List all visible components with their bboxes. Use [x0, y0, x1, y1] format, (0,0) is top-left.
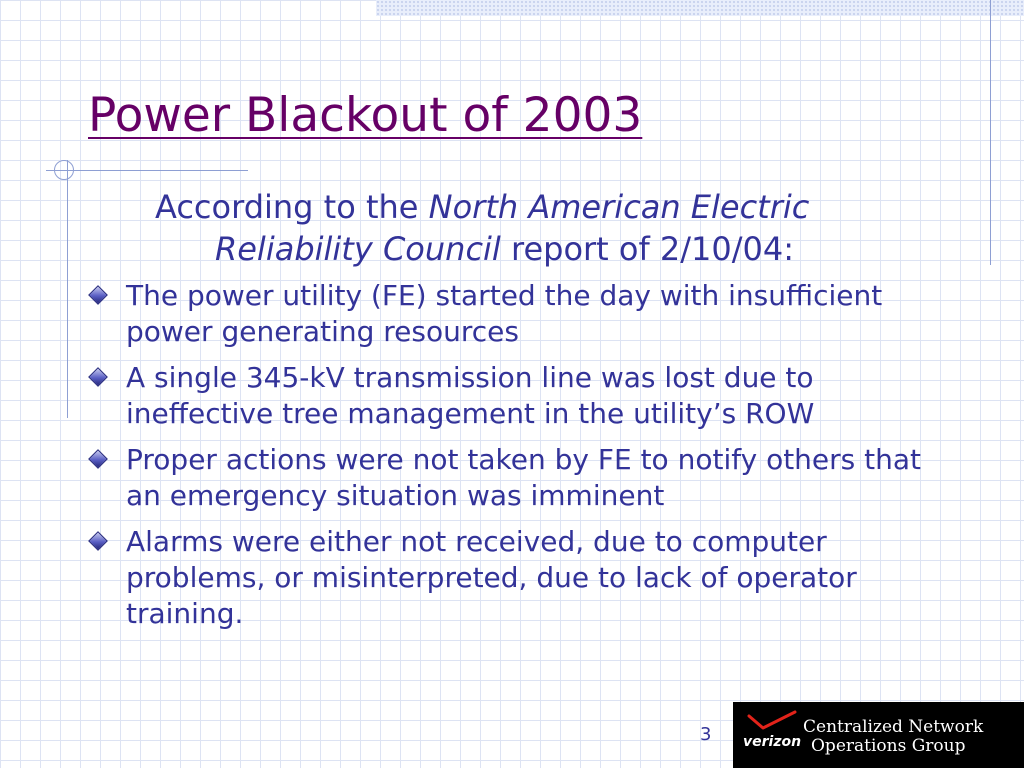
intro-paragraph: [155, 186, 975, 270]
report-source-name: North American Electric Reliability Council: [215, 188, 810, 268]
bullet-text: A single 345-kV transmission line was lost due to ineffective tree management in the utility’s ROW: [126, 361, 815, 430]
slide-number: 3: [700, 724, 712, 745]
verizon-wordmark: verizon: [743, 734, 802, 750]
decorative-horizontal-line: [46, 170, 248, 171]
bullet-text: Proper actions were not taken by FE to notify others that an emergency situation was imminent: [126, 443, 922, 512]
bullet-text: Alarms were either not received, due to computer problems, or misinterpreted, due to lack of operator training.: [126, 525, 857, 630]
list-item: [88, 524, 923, 632]
bullet-list: [88, 278, 923, 642]
verizon-checkmark-icon: [747, 710, 797, 734]
logo-caption-line2: Operations Group: [811, 736, 966, 756]
logo-caption: [803, 718, 1013, 756]
logo-caption-line1: Centralized Network: [803, 717, 984, 737]
diamond-bullet-icon: [88, 367, 108, 387]
diamond-bullet-icon: [88, 285, 108, 305]
intro-suffix: report of 2/10/04:: [500, 230, 795, 268]
diamond-bullet-icon: [88, 449, 108, 469]
decorative-vertical-line-left: [67, 160, 68, 418]
list-item: [88, 278, 923, 350]
list-item: [88, 442, 923, 514]
diamond-bullet-icon: [88, 531, 108, 551]
bullet-text: The power utility (FE) started the day with insufficient power generating resources: [126, 279, 883, 348]
verizon-logo-banner: [733, 702, 1024, 768]
decorative-crosshair-circle: [54, 160, 74, 180]
intro-prefix: According to the: [155, 188, 429, 226]
decorative-vertical-line-right: [990, 0, 991, 265]
list-item: [88, 360, 923, 432]
slide-title: Power Blackout of 2003: [88, 88, 643, 143]
decorative-top-band: [376, 0, 1024, 16]
